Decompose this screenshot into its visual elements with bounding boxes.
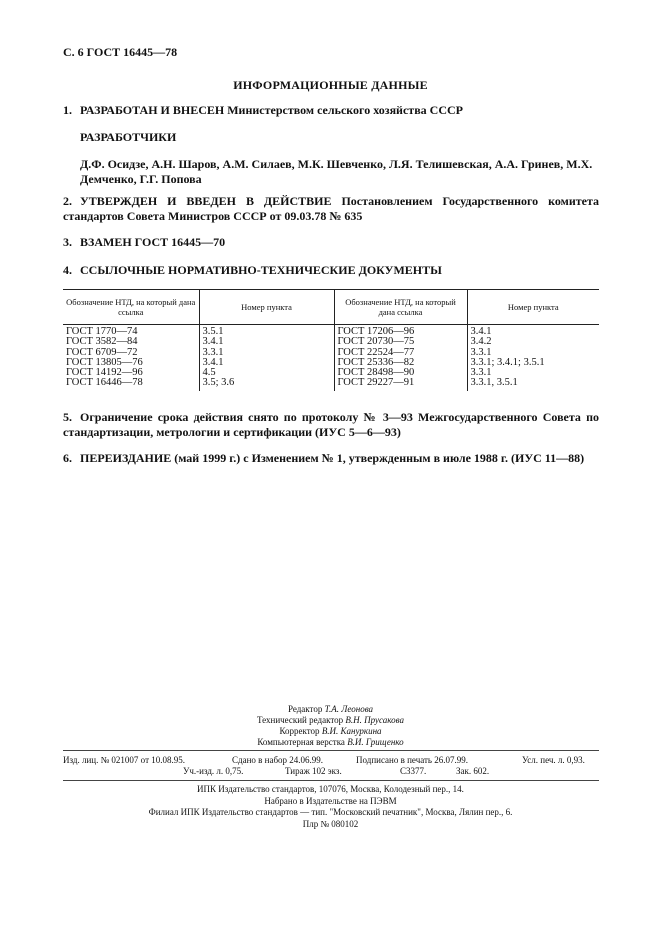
divider [63, 750, 599, 751]
credit-layout [0, 737, 661, 748]
pub-acc-sheets: Уч.-изд. л. 0,75. [183, 766, 244, 776]
pub-print-run: Тираж 102 экз. [285, 766, 342, 776]
table-cell: 3.3.1 [470, 346, 492, 358]
table-cell: ГОСТ 16446—78 [63, 378, 199, 390]
table-cell: 3.4.2 [470, 336, 492, 348]
item-1-number: 1. [63, 103, 72, 117]
credit-label: Корректор [279, 726, 320, 736]
table-cell: 3.5.1 [199, 325, 334, 338]
references-table [63, 289, 599, 391]
pub-signed: Подписано в печать 26.07.99. [356, 755, 469, 765]
item-1-text: Министерством сельского хозяйства СССР [227, 103, 463, 117]
table-cell: 3.3.1; 3.4.1; 3.5.1 [470, 356, 545, 368]
imprint-line: Филиал ИПК Издательство стандартов — тип. "Московский печатник", Москва, Лялин пер., 6. [148, 807, 513, 817]
table-header-row [63, 290, 599, 325]
credit-tech-editor [0, 715, 661, 726]
table-cell: 3.4.1 [470, 326, 492, 337]
table-cell: 4.5 [199, 368, 334, 378]
imprint-line: ИПК Издательство стандартов, 107076, Москва, Колодезный пер., 14. [197, 784, 464, 794]
col-header-clause-1: Номер пункта [199, 290, 334, 325]
table-row [63, 378, 599, 390]
item-2 [63, 194, 599, 224]
imprint-line: Плр № 080102 [302, 818, 359, 829]
item-4-text: ССЫЛОЧНЫЕ НОРМАТИВНО-ТЕХНИЧЕСКИЕ ДОКУМЕНТЫ [80, 263, 442, 277]
pub-code: С3377. [400, 766, 427, 776]
divider [63, 780, 599, 781]
item-6-number: 6. [63, 451, 72, 465]
table-row [63, 325, 599, 338]
item-2-text: Постановлением Государственного комитета стандартов Совета Министров СССР от 09.03.78 № 635 [63, 194, 600, 223]
table-cell: ГОСТ 6709—72 [63, 348, 199, 358]
imprint [0, 784, 661, 830]
item-3-number: 3. [63, 235, 72, 249]
table-cell: ГОСТ 29227—91 [334, 378, 467, 390]
table-cell: ГОСТ 3582—84 [63, 337, 199, 347]
item-6 [63, 451, 599, 466]
editorial-credits [0, 704, 661, 748]
section-title: ИНФОРМАЦИОННЫЕ ДАННЫЕ [233, 78, 428, 92]
credit-name: В.Н. Прусакова [345, 715, 405, 725]
credit-label: Редактор [287, 704, 323, 714]
table-cell: ГОСТ 14192—96 [63, 368, 199, 378]
table-cell: 3.3.1 [470, 367, 492, 379]
table-cell: 3.4.1 [199, 337, 334, 347]
table-cell: 3.5; 3.6 [199, 378, 334, 390]
credit-corrector [0, 726, 661, 737]
imprint-line: Набрано в Издательстве на ПЭВМ [264, 795, 397, 806]
item-6-text: ПЕРЕИЗДАНИЕ (май 1999 г.) с Изменением № 1, утвержденным в июле 1988 г. (ИУС 11—88) [80, 451, 585, 465]
table-row [63, 368, 599, 378]
item-3 [63, 235, 599, 250]
col-header-ntd-2: Обозначение НТД, на который дана ссылка [334, 290, 467, 325]
table-cell: ГОСТ 25336—82 [334, 358, 467, 368]
pub-sheets: Усл. печ. л. 0,93. [522, 755, 585, 765]
table-cell: ГОСТ 20730—75 [334, 337, 467, 347]
credit-name: В.И. Кануркина [321, 726, 382, 736]
page-header: С. 6 ГОСТ 16445—78 [63, 45, 178, 59]
item-5-text: Ограничение срока действия снято по протоколу № 3—93 Межгосударственного Совета по стандартизации, метрологии и сертификации (ИУС 5—6—93) [63, 410, 599, 439]
credit-name: Т.А. Леонова [324, 704, 374, 714]
table-cell: 3.3.1, 3.5.1 [470, 377, 518, 389]
table-cell: ГОСТ 17206—96 [334, 325, 467, 338]
developers-list: Д.Ф. Осидзе, А.Н. Шаров, А.М. Силаев, М.К. Шевченко, Л.Я. Телишевская, А.А. Гринев, М.Х. Демченко, Г.Г. Попова [80, 157, 593, 186]
item-3-text: ВЗАМЕН ГОСТ 16445—70 [80, 235, 226, 249]
table-cell: 3.4.1 [199, 358, 334, 368]
credit-label: Компьютерная верстка [257, 737, 345, 747]
item-4-number: 4. [63, 263, 72, 277]
item-2-number: 2. [63, 194, 72, 208]
item-5 [63, 410, 599, 440]
item-1-lead: РАЗРАБОТАН И ВНЕСЕН [80, 103, 225, 117]
item-2-lead: УТВЕРЖДЕН И ВВЕДЕН В ДЕЙСТВИЕ [80, 194, 332, 208]
developers-label: РАЗРАБОТЧИКИ [80, 130, 177, 144]
item-5-number: 5. [63, 410, 72, 424]
item-1 [63, 103, 599, 118]
credit-name: В.И. Грищенко [347, 737, 404, 747]
pub-typeset: Сдано в набор 24.06.99. [232, 755, 324, 765]
table-cell: ГОСТ 1770—74 [63, 325, 199, 338]
pub-order: Зак. 602. [456, 766, 490, 776]
table-cell: ГОСТ 28498—90 [334, 368, 467, 378]
pub-license: Изд. лиц. № 021007 от 10.08.95. [63, 755, 185, 765]
col-header-ntd-1: Обозначение НТД, на который дана ссылка [63, 290, 199, 325]
col-header-clause-2: Номер пункта [467, 290, 599, 325]
item-4 [63, 263, 599, 278]
table-row [63, 337, 599, 347]
credit-editor [0, 704, 661, 715]
table-cell: 3.3.1 [199, 348, 334, 358]
table-cell: ГОСТ 13805—76 [63, 358, 199, 368]
table-cell: ГОСТ 22524—77 [334, 348, 467, 358]
table-row [63, 358, 599, 368]
credit-label: Технический редактор [256, 715, 344, 725]
